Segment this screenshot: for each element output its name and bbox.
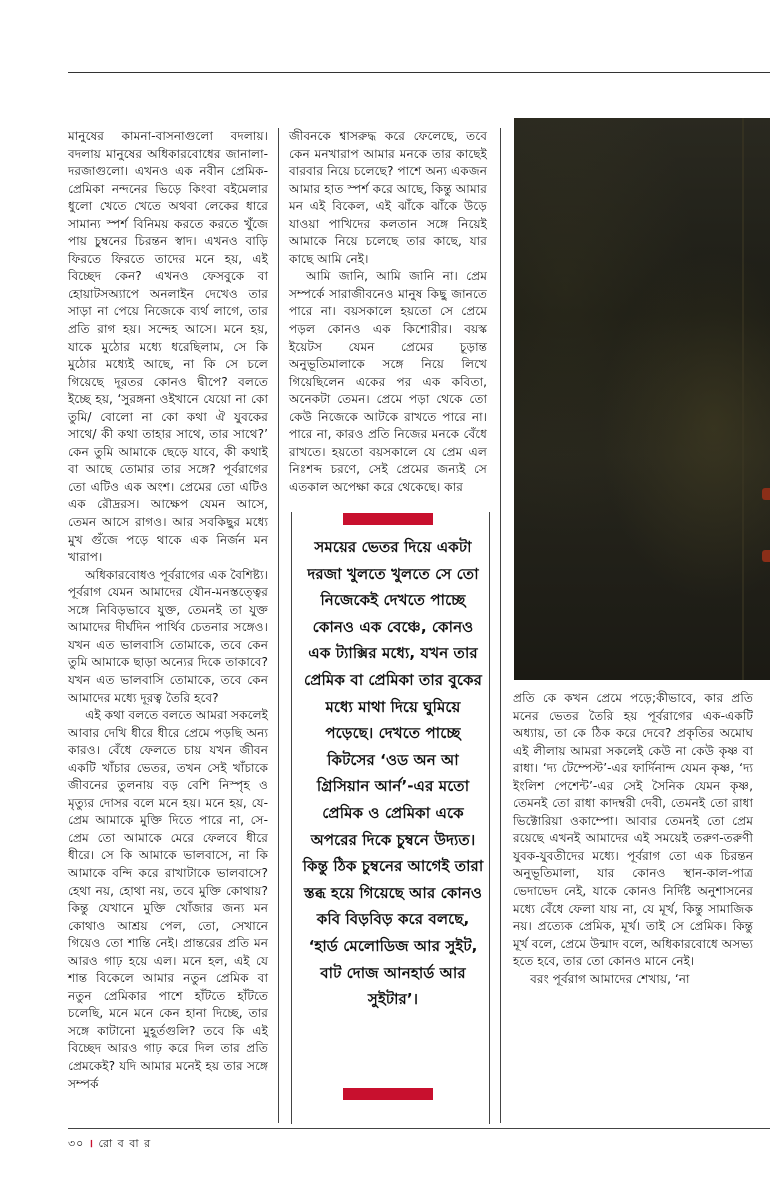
paragraph: প্রতি কে কখন প্রেমে পড়ে;কীভাবে, কার প্রতি মনের ভেতর তৈরি হয় পূর্বরাগের এক-একটি অধ্যায়, তা কে ঠিক করে দেবে? প্রকৃতির অমোঘ এই লীলায় আমরা সকলেই কেউ না কেউ কৃষ্ণ বা রাধা। ‘দ্য টেম্পেস্ট’-এর ফার্দিনান্দ যেমন কৃষ্ণ, ‘দ্য ইংলিশ পেশেন্ট’-এর সেই সৈনিক যেমন কৃষ্ণ, তেমনই তো রাধা কাদম্বরী দেবী, তেমনই তো রাধা ভিক্টোরিয়া ওকাম্পো। আবার তেমনই তো প্রেম রয়েছে এখনই আমাদের এই সময়েই তরুণ-তরুণী যুবক-যুবতীদের মধ্যে। পূর্বরাগ তো এক চিরন্তন অনুভূতিমালা, যার কোনও স্থান-কাল-পাত্র ভেদাভেদ নেই, যাকে কোনও নির্দিষ্ট অনুশাসনের মধ্যে বেঁধে ফেলা যায় না, যে মূর্খ, কিন্তু সামাজিক নয়। প্রত্যেক প্রেমিক, মূর্খ। তাই সে প্রেমিক। কিন্তু মূর্খ বলে, প্রেমে উন্মাদ বলে, অধিকারবোধে অসভ্য হতে হবে, তার তো কোনও মানে নেই।	[513, 691, 753, 969]
magazine-name: রো ব বা র	[98, 1137, 152, 1150]
pull-quote-bottom-bar	[343, 1088, 433, 1100]
photo-door-hinge	[762, 488, 770, 500]
article-column-3	[513, 690, 753, 988]
paragraph: বরং পূর্বরাগ আমাদের শেখায়, ‘না	[530, 971, 690, 986]
article-photo	[514, 118, 770, 680]
article-column-2	[289, 128, 487, 496]
top-rule	[68, 72, 770, 73]
paragraph: এই কথা বলতে বলতে আমরা সকলেই আবার দেখি ধীরে ধীরে প্রেমে পড়ছি অন্য কারও। বেঁধে ফেলতে চায় যখন জীবন একটি খাঁচার ভেতর, তখন সেই খাঁচাকে জীবনের তুলনায় বড় বেশি নিস্পৃহ ও মৃত্যুর দোসর বলে মনে হয়। মনে হয়, যে-প্রেম আমাকে মুক্তি দিতে পারে না, সে-প্রেম তো আমাকে মেরে ফেলবে ধীরে ধীরে। সে কি আমাকে ভালবাসে, না কি আমাকে বন্দি করে রাখাটাকে ভালবাসে? হেথা নয়, হোথা নয়, তবে মুক্তি কোথায়? কিন্তু যেখানে মুক্তি খোঁজার জন্য মন কোথাও আশ্রয় পেল, তো, সেখানে গিয়েও তো শান্তি নেই। প্রান্তরের প্রতি মন আরও গাঢ় হয়ে এল। মনে হল, এই যে শান্ত বিকেলে আমার নতুন প্রেমিক বা নতুন প্রেমিকার পাশে হাঁটতে হাঁটতে চলেছি, মনে মনে কেন হানা দিচ্ছে, তার সঙ্গে কাটানো মুহূর্তগুলি? তবে কি এই বিচ্ছেদ আরও গাঢ় করে দিল তার প্রতি প্রেমকেই? যদি আমার মনেই হয় তার সঙ্গে সম্পর্ক	[68, 708, 268, 1091]
pull-quote-top-bar	[343, 513, 433, 525]
paragraph: অধিকারবোধও পূর্বরাগের এক বৈশিষ্ট্য। পূর্বরাগ যেমন আমাদের যৌন-মনস্তত্ত্বের সঙ্গে নিবিড়ভাবে যুক্ত, তেমনই তা যুক্ত আমাদের দীর্ঘদিন পার্থিব চেতনার সঙ্গেও। যখন এত ভালবাসি তোমাকে, তবে কেন তুমি আমাকে ছাড়া অন্যের দিকে তাকাবে? যখন এত ভালবাসি তোমাকে, তবে কেন আমাদের মধ্যে দূরত্ব তৈরি হবে?	[68, 567, 268, 705]
paragraph: আমি জানি, আমি জানি না। প্রেম সম্পর্কে সারাজীবনেও মানুষ কিছু জানতে পারে না। বয়সকালে হয়তো সে প্রেমে পড়ল কোনও এক কিশোরীর। বয়স্ক ইয়েটস যেমন প্রেমের চূড়ান্ত অনুভূতিমালাকে সঙ্গে নিয়ে লিখে গিয়েছিলেন একের পর এক কবিতা, অনেকটা তেমন। প্রেমে পড়া থেকে তো কেউ নিজেকে আটকে রাখতে পারে না। পারে না, কারও প্রতি নিজের মনকে বেঁধে রাখতে। হয়তো বয়সকালে যে প্রেম এল নিঃশব্দ চরণে, সেই প্রেমের জন্যই সে এতকাল অপেক্ষা করে থেকেছে। কার	[289, 269, 487, 494]
photo-door-frame	[742, 118, 744, 680]
paragraph: মানুষের কামনা-বাসনাগুলো বদলায়। বদলায় মানুষের অধিকারবোধের জানালা-দরজাগুলো। এখনও এক নবীন প্রেমিক-প্রেমিকা নন্দনের ভিড়ে কিংবা বইমেলার ধুলো খেতে খেতে অথবা লেকের ধারে সামান্য স্পর্শ বিনিময় করতে করতে খুঁজে পায় চুম্বনের চিরন্তন স্বাদ। এখনও বাড়ি ফিরতে ফিরতে তাদের মনে হয়, এই বিচ্ছেদ কেন? এখনও ফেসবুকে বা হোয়াটসঅ্যাপে অনলাইন দেখেও তার সাড়া না পেয়ে নিজেকে ব্যর্থ লাগে, তার প্রতি রাগ হয়। সন্দেহ আসে। মনে হয়, যাকে মুঠোর মধ্যে ধরেছিলাম, সে কি মুঠোর মধ্যেই আছে, না কি সে চলে গিয়েছে দূরতর কোনও দ্বীপে? বলতে ইচ্ছে হয়, ‘সুরঙ্গনা ওইখানে যেয়ো না কো তুমি/ বোলো না কো কথা ঐ যুবকের সাথে/ কী কথা তাহার সাথে, তার সাথে?’ কেন তুমি আমাকে ছেড়ে যাবে, কী কথাই বা আছে তোমার তার সঙ্গে? পূর্বরাগের তো এটিও এক অংশ। প্রেমের তো এটিও এক রৌদ্ররস। আক্ষেপ যেমন আসে, তেমন আসে রাগও। আর সবকিছুর মধ্যে মুখ গুঁজে পড়ে থাকে এক নির্জন মন খারাপ।	[68, 129, 268, 565]
column-divider	[500, 128, 501, 1123]
pull-quote-right-rule	[489, 512, 490, 1124]
pull-quote-left-rule	[291, 512, 292, 1124]
pull-quote: সময়ের ভেতর দিয়ে একটা দরজা খুলতে খুলতে সে তো নিজেকেই দেখতে পাচ্ছে কোনও এক বেঞ্চে, কোনও এক ট্যাক্সির মধ্যে, যখন তার প্রেমিক বা প্রেমিকা তার বুকের মধ্যে মাথা দিয়ে ঘুমিয়ে পড়েছে। দেখতে পাচ্ছে কিটসের ‘ওড অন আ গ্রিসিয়ান আর্ন’-এর মতো প্রেমিক ও প্রেমিকা একে অপরের দিকে চুম্বনে উদ্যত। কিন্তু ঠিক চুম্বনের আগেই তারা স্তব্ধ হয়ে গিয়েছে আর কোনও কবি বিড়বিড় করে বলছে, ‘হার্ড মেলোডিজ আর সুইট, বাট দোজ আনহার্ড আর সুইটার’।	[302, 538, 484, 1009]
column-divider	[278, 128, 279, 1123]
footer-separator: ।	[88, 1137, 94, 1150]
footer-rule	[68, 1128, 770, 1129]
page-footer	[68, 1135, 151, 1154]
photo-door-hinge	[762, 550, 770, 562]
article-column-1	[68, 128, 268, 1093]
page-number: ৩০	[68, 1137, 85, 1150]
paragraph: জীবনকে শ্বাসরুদ্ধ করে ফেলেছে, তবে কেন মনখারাপ আমার মনকে তার কাছেই বারবার নিয়ে চলেছে? পাশে অন্য একজন আমার হাত স্পর্শ করে আছে, কিন্তু আমার মন এই বিকেল, এই ঝাঁকে ঝাঁকে উড়ে যাওয়া পাখিদের কলতান সঙ্গে নিয়েই আমাকে নিয়ে চলেছে তার কাছে, যার কাছে আমি নেই।	[289, 129, 487, 266]
